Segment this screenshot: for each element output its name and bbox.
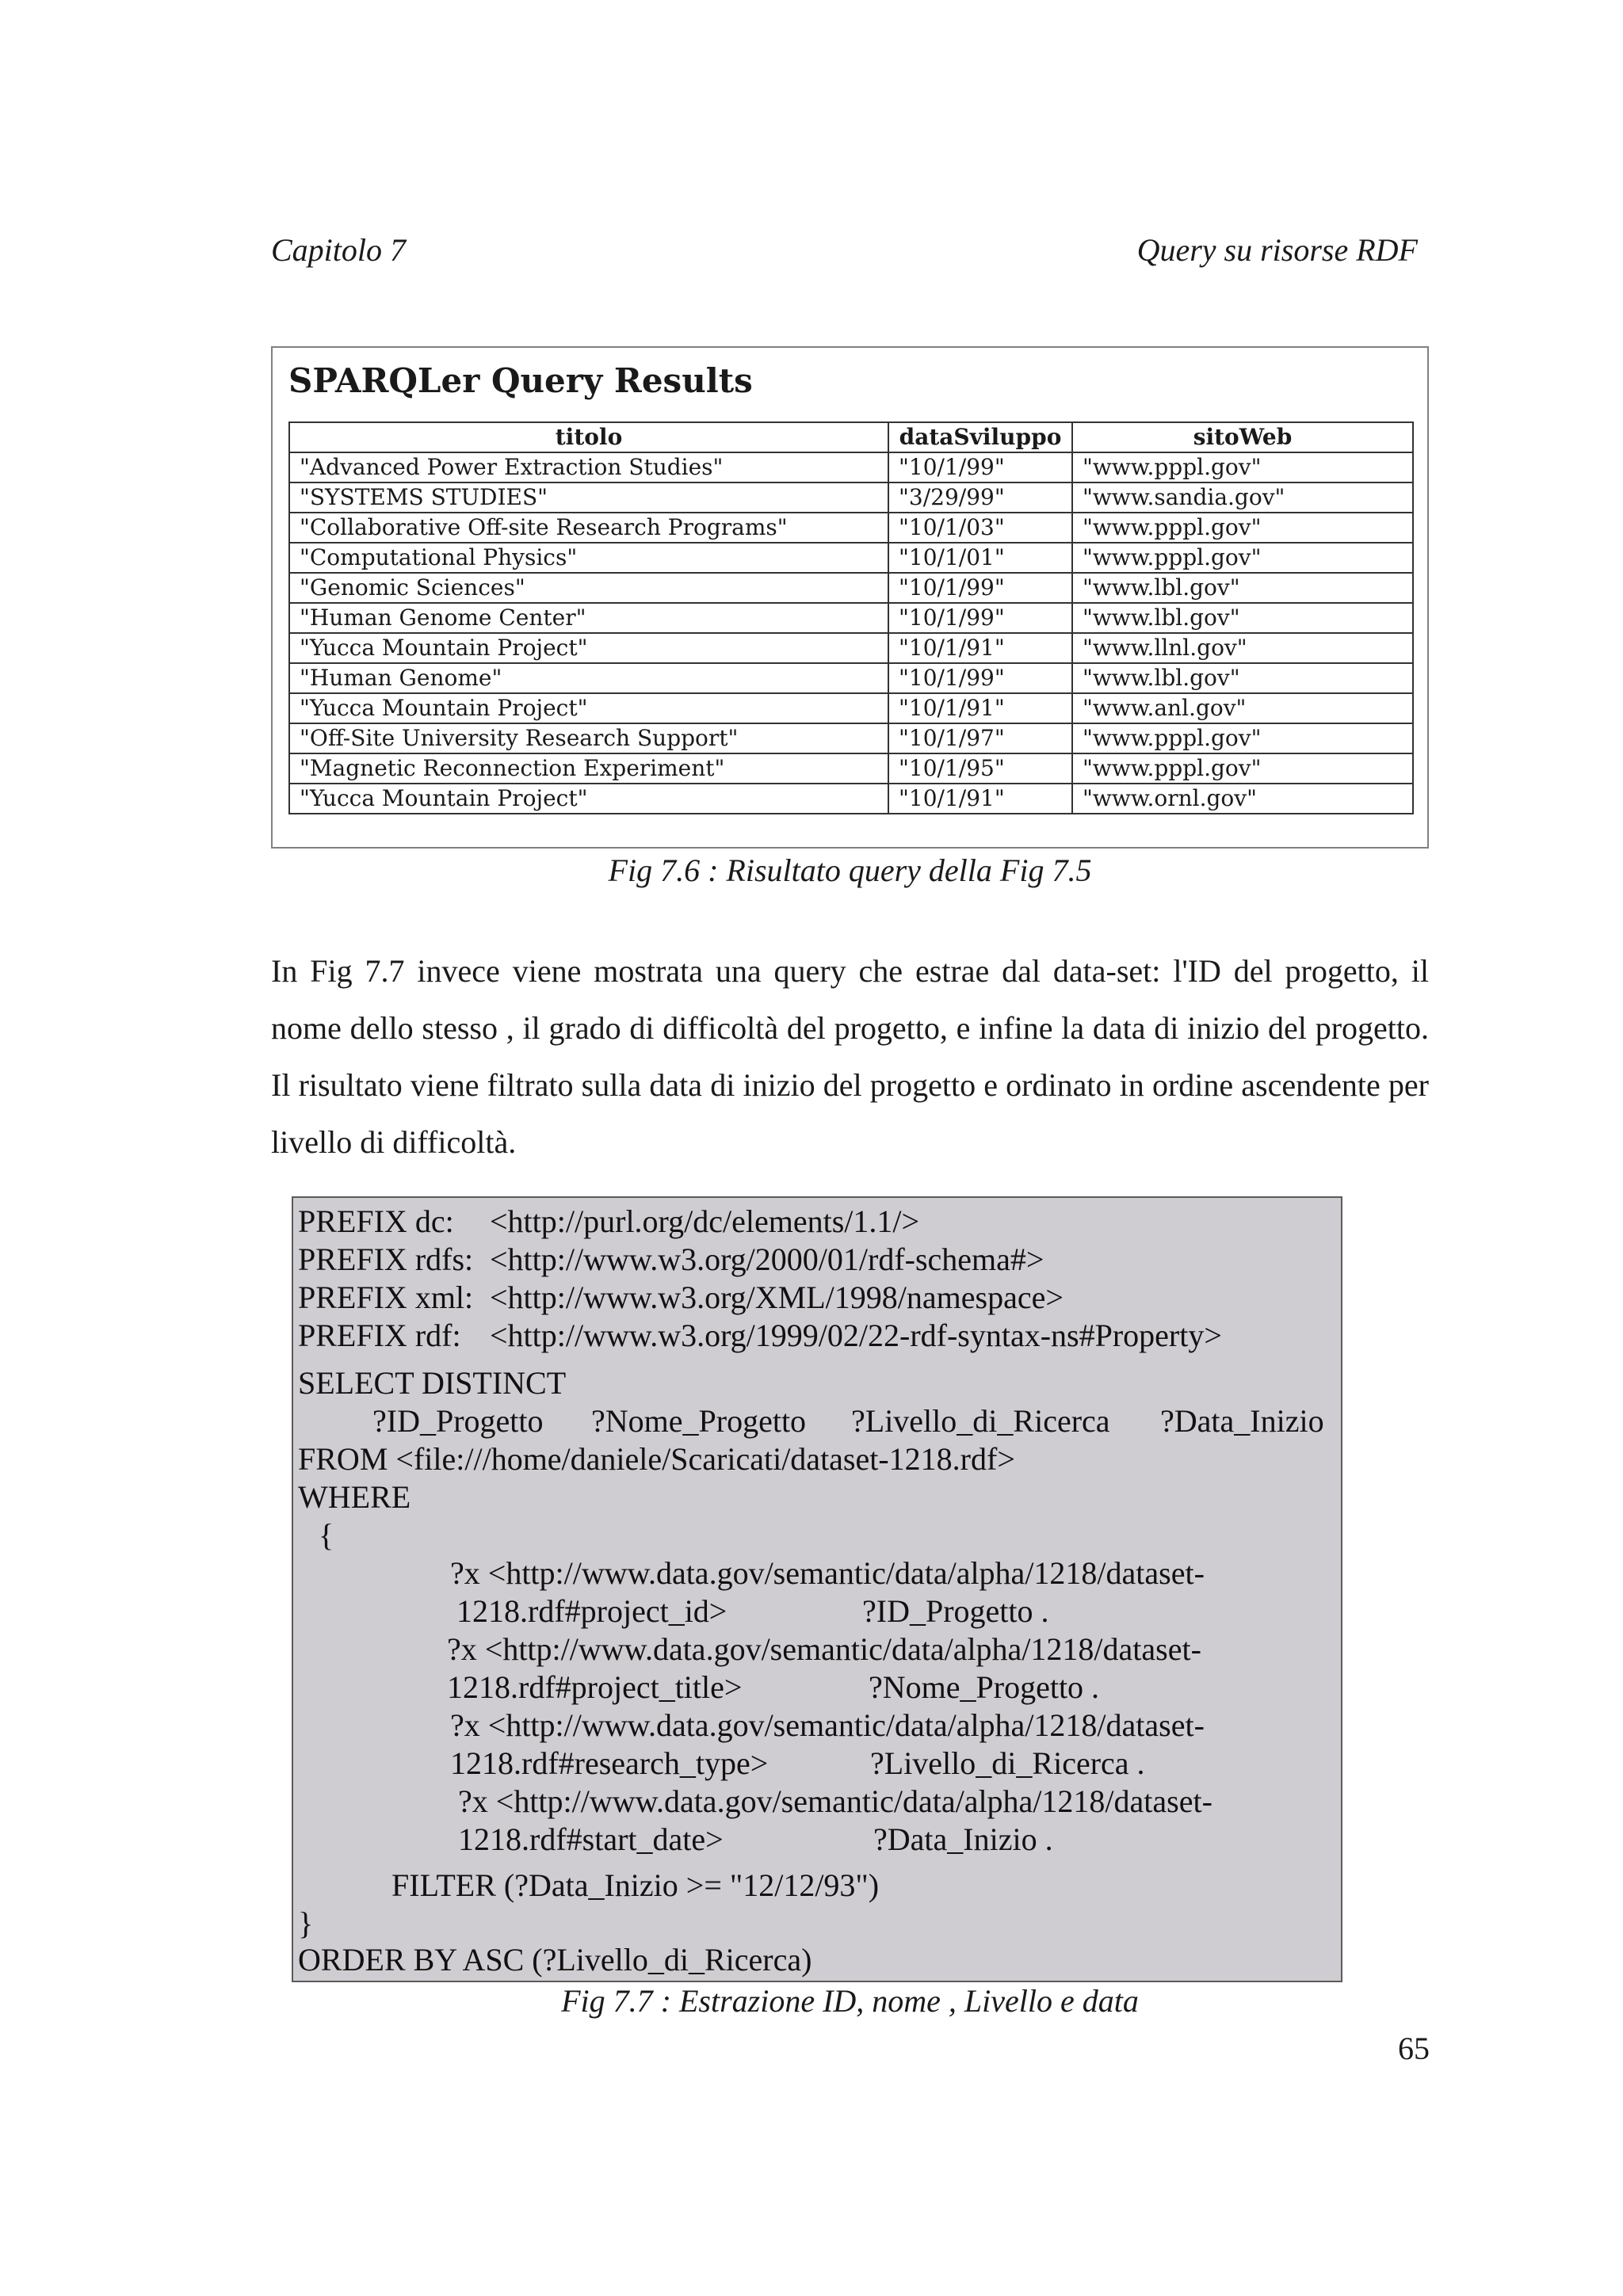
cell-titolo: "Yucca Mountain Project" — [289, 633, 888, 663]
cell-titolo: "Human Genome Center" — [289, 603, 888, 633]
code-triple-1-var: ?ID_Progetto . — [862, 1593, 1049, 1629]
table-row — [289, 452, 1413, 482]
code-triple-4-var: ?Data_Inizio . — [873, 1821, 1053, 1857]
table-row — [289, 753, 1413, 784]
code-prefix-rdfs-key: PREFIX rdfs: — [298, 1241, 474, 1277]
figure-7-7-caption: Fig 7.7 : Estrazione ID, nome , Livello e data — [561, 1983, 1139, 2019]
code-var-data: ?Data_Inizio — [1160, 1403, 1324, 1439]
cell-datasviluppo: "10/1/99" — [888, 452, 1072, 482]
cell-sitoweb: "www.pppl.gov" — [1072, 452, 1413, 482]
cell-titolo: "Yucca Mountain Project" — [289, 784, 888, 814]
code-prefix-rdf-key: PREFIX rdf: — [298, 1318, 461, 1353]
table-row — [289, 784, 1413, 814]
cell-titolo: "Computational Physics" — [289, 543, 888, 573]
table-row — [289, 543, 1413, 573]
code-var-id: ?ID_Progetto — [372, 1403, 544, 1439]
code-open-brace: { — [319, 1517, 334, 1553]
body-paragraph: In Fig 7.7 invece viene mostrata una query che estrae dal data-set: l'ID del progetto, il nome dello stesso , il grado di difficoltà del progetto, e infine la data di inizio del progetto. Il risultato viene filtrato sulla data di inizio del progetto e ordinato in ordine ascendente per livello di difficoltà. — [271, 953, 1429, 1160]
cell-sitoweb: "www.llnl.gov" — [1072, 633, 1413, 663]
cell-sitoweb: "www.pppl.gov" — [1072, 513, 1413, 543]
table-row — [289, 513, 1413, 543]
code-triple-4-line-b: 1218.rdf#start_date> — [458, 1821, 724, 1857]
column-header-datasviluppo: dataSviluppo — [888, 422, 1072, 452]
code-triple-2-line-b: 1218.rdf#project_title> — [447, 1669, 743, 1705]
cell-sitoweb: "www.lbl.gov" — [1072, 603, 1413, 633]
code-prefix-xml-key: PREFIX xml: — [298, 1280, 474, 1315]
cell-titolo: "Magnetic Reconnection Experiment" — [289, 753, 888, 784]
cell-sitoweb: "www.ornl.gov" — [1072, 784, 1413, 814]
cell-datasviluppo: "10/1/95" — [888, 753, 1072, 784]
cell-titolo: "Advanced Power Extraction Studies" — [289, 452, 888, 482]
code-prefix-rdf-value: <http://www.w3.org/1999/02/22-rdf-syntax-ns#Property> — [490, 1318, 1222, 1353]
table-row — [289, 573, 1413, 603]
table-row — [289, 482, 1413, 513]
cell-datasviluppo: "10/1/99" — [888, 573, 1072, 603]
cell-sitoweb: "www.lbl.gov" — [1072, 573, 1413, 603]
table-row — [289, 663, 1413, 693]
code-filter: FILTER (?Data_Inizio >= "12/12/93") — [391, 1867, 880, 1903]
code-triple-1-line-a: ?x <http://www.data.gov/semantic/data/alpha/1218/dataset- — [450, 1555, 1205, 1591]
code-triple-2-line-a: ?x <http://www.data.gov/semantic/data/alpha/1218/dataset- — [447, 1631, 1201, 1667]
code-triple-3-var: ?Livello_di_Ricerca . — [870, 1745, 1145, 1781]
cell-datasviluppo: "10/1/91" — [888, 784, 1072, 814]
cell-datasviluppo: "10/1/99" — [888, 663, 1072, 693]
code-from: FROM <file:///home/daniele/Scaricati/dataset-1218.rdf> — [298, 1441, 1015, 1477]
results-title: SPARQLer Query Results — [288, 361, 753, 400]
cell-sitoweb: "www.pppl.gov" — [1072, 753, 1413, 784]
cell-sitoweb: "www.pppl.gov" — [1072, 543, 1413, 573]
cell-datasviluppo: "10/1/97" — [888, 723, 1072, 753]
cell-datasviluppo: "10/1/99" — [888, 603, 1072, 633]
code-triple-2-var: ?Nome_Progetto . — [869, 1669, 1100, 1705]
cell-datasviluppo: "10/1/91" — [888, 633, 1072, 663]
table-row — [289, 633, 1413, 663]
cell-titolo: "Off-Site University Research Support" — [289, 723, 888, 753]
page-number: 65 — [1398, 2031, 1430, 2066]
sparql-query-listing — [292, 1196, 1342, 1982]
table-row — [289, 723, 1413, 753]
code-triple-3-line-b: 1218.rdf#research_type> — [450, 1745, 769, 1781]
code-select: SELECT DISTINCT — [298, 1365, 567, 1401]
cell-datasviluppo: "10/1/03" — [888, 513, 1072, 543]
cell-titolo: "Human Genome" — [289, 663, 888, 693]
code-prefix-dc-value: <http://purl.org/dc/elements/1.1/> — [490, 1203, 920, 1239]
code-prefix-rdfs-value: <http://www.w3.org/2000/01/rdf-schema#> — [490, 1241, 1044, 1277]
cell-datasviluppo: "10/1/01" — [888, 543, 1072, 573]
running-header-section: Query su risorse RDF — [1136, 232, 1418, 268]
code-close-brace: } — [298, 1905, 314, 1941]
cell-titolo: "SYSTEMS STUDIES" — [289, 482, 888, 513]
code-prefix-dc-key: PREFIX dc: — [298, 1203, 454, 1239]
code-var-livello: ?Livello_di_Ricerca — [851, 1403, 1110, 1439]
code-var-nome: ?Nome_Progetto — [591, 1403, 807, 1439]
code-order-by: ORDER BY ASC (?Livello_di_Ricerca) — [298, 1942, 812, 1978]
query-results-figure — [271, 346, 1429, 849]
cell-titolo: "Yucca Mountain Project" — [289, 693, 888, 723]
cell-sitoweb: "www.sandia.gov" — [1072, 482, 1413, 513]
cell-titolo: "Genomic Sciences" — [289, 573, 888, 603]
column-header-sitoweb: sitoWeb — [1072, 422, 1413, 452]
code-where: WHERE — [298, 1479, 411, 1515]
code-triple-4-line-a: ?x <http://www.data.gov/semantic/data/alpha/1218/dataset- — [458, 1783, 1212, 1819]
code-triple-3-line-a: ?x <http://www.data.gov/semantic/data/alpha/1218/dataset- — [450, 1707, 1205, 1743]
running-header-chapter: Capitolo 7 — [271, 232, 407, 268]
cell-sitoweb: "www.lbl.gov" — [1072, 663, 1413, 693]
table-header-row — [289, 422, 1413, 452]
results-table — [288, 421, 1414, 814]
code-prefix-xml-value: <http://www.w3.org/XML/1998/namespace> — [490, 1280, 1064, 1315]
cell-datasviluppo: "3/29/99" — [888, 482, 1072, 513]
cell-sitoweb: "www.anl.gov" — [1072, 693, 1413, 723]
cell-titolo: "Collaborative Off-site Research Programs" — [289, 513, 888, 543]
column-header-titolo: titolo — [289, 422, 888, 452]
cell-sitoweb: "www.pppl.gov" — [1072, 723, 1413, 753]
cell-datasviluppo: "10/1/91" — [888, 693, 1072, 723]
table-row — [289, 693, 1413, 723]
figure-7-6-caption: Fig 7.6 : Risultato query della Fig 7.5 — [608, 852, 1092, 888]
code-triple-1-line-b: 1218.rdf#project_id> — [456, 1593, 727, 1629]
table-row — [289, 603, 1413, 633]
